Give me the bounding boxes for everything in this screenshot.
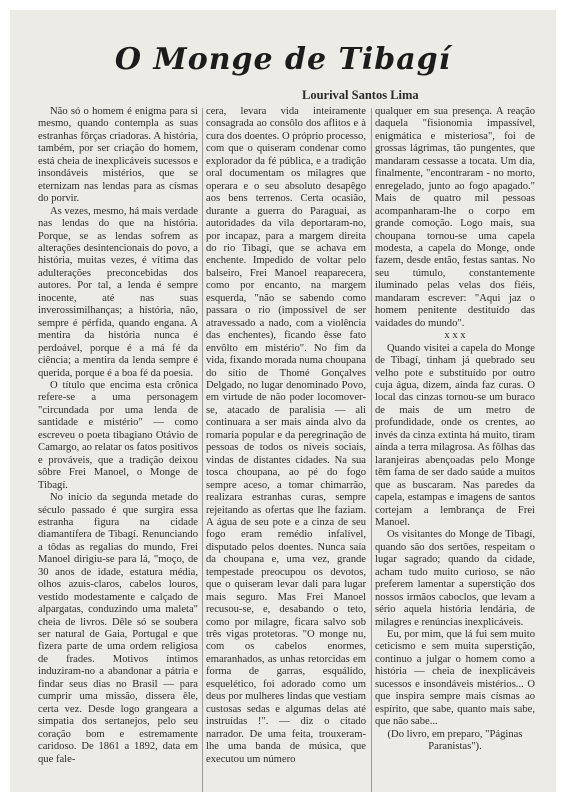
column-divider — [371, 108, 372, 792]
paragraph: O título que encima esta crônica refere-se a uma personagem "circundada por uma lenda de santidade e mistério" — como escreveu o poeta tibagiano Otávio de Camargo, ao relatar os fatos positivos e prováveis, que a tradição deixou sôbre Frei Manoel, o Monge de Tibagí. — [38, 379, 198, 491]
paragraph: Eu, por mim, que lá fui sem muito ceticismo e sem muita superstição, continuo a julgar o homem como a história — cheia de inexplicáveis sucessos e insondáveis mistérios... O que inspira sempre mais císmas ao espírito, que sabe, quanto mais sabe, que não sabe... — [375, 629, 535, 728]
newspaper-page — [10, 10, 556, 792]
paragraph: cera, levara vida inteiramente consagrada ao consôlo dos aflitos e à cura dos doentes. O próprio processo, com que o quiseram condenar como explorador da fé pública, e a tradição oral documentam os milagres que operara e o seu absoluto desapêgo aos bens terrenos. Certa ocasião, durante a guerra do Paraguai, as autoridades da vila deportaram-no, por incapaz, para a margem direita do rio Tibagí, que se achava em enchente. Impedido de voltar pelo balseiro, Frei Manoel reaparecera, como por encanto, na margem esquerda, "não se sabendo como passara o rio (impossível de ser atravessado a nado, com a violência das enchentes), ficando êsse fato envôlto em mistério". No fim da vida, fixando morada numa choupana do sítio de Thomé Gonçalves Delgado, no lugar denominado Povo, em virtude de não poder locomover-se, atacado de paralisia — ali continuara a ser mais ainda alvo da romaria popular e da peregrinação de pessoas de todos os níveis sociais, vindas de distantes cidades. Na sua tosca choupana, ao pé do fogo sempre aceso, a tomar chimarrão, realizara estranhas curas, sempre rejeitando as ofertas que lhe faziam. A água de seu pote e a cinza de seu fogo eram remédio infalível, disputado pelos doentes. Nunca saía da choupana e, uma vez, grande tempestade preocupou os devotos, que o quiseram levar dali para lugar mais seguro. Mas Frei Manoel recusou-se, e, desabando o teto, como por milagre, ficara salvo sob três vigas protetoras. "O monge nu, com os cabelos enormes, emaranhados, as unhas retorcidas em forma de garras, esquálido, esquelético, foi adorado como um deus por mulheres lindas que vestiam custosas sedas e algumas delas até instruídas !". — diz o citado narrador. De uma feita, trouxeram-lhe uma banda de música, que executou um número — [206, 106, 366, 765]
source-note: (Do livro, em preparo, "Páginas Paranistas"). — [387, 728, 523, 753]
section-separator: x x x — [444, 330, 466, 342]
article-title: O Monge de Tibagí — [114, 42, 452, 77]
paragraph: No início da segunda metade do século passado é que surgira essa estranha figura na cidade diamantífera de Tibagí. Renunciando a tôdas as regalias do mundo, Frei Manoel dirigiu-se para lá, "moço, de 30 anos de idade, estatura média, olhos azuis-claros, cabelos louros, vestido modestamente e calçado de alpargatas, conduzindo uma maleta" cheia de livros. Dêle só se soubera ser natural de Gaia, Portugal e que fizera parte de uma ordem religiosa de frades. Motivos íntimos induziram-no a abandonar a pátria e findar seus dias no Brasil — para cumprir uma missão, dissera êle, certa vez. Desde logo grangeara a simpatia dos sertanejos, pelo seu coração bom e estremamente caridoso. De 1861 a 1892, data em que fale- — [38, 492, 198, 765]
text-column-2 — [206, 106, 366, 792]
paragraph: As vezes, mesmo, há mais verdade nas lendas do que na história. Porque, se as lendas sofrem as alterações desintencionais do povo, a história, muitas vezes, é vítima das adulterações preconcebidas dos autores. Por tal, a lenda é sempre inocente, até nas suas inverossimilhanças; a história, não, sempre é pérfida, quando engana. A mentira da história nunca é perdoável, porque é a má fé da ciência; a mentira da lenda sempre é querida, porque é a boa fé da poesia. — [38, 205, 198, 379]
paragraph: Os visitantes do Monge de Tibagí, quando são dos sertões, respeitam o lugar sagrado; quando da cidade, acham tudo muito curioso, se não preferem lamentar a superstição dos nossos irmãos caboclos, que levam a sério aquela história lendária, de milagres e renúncias inexplicáveis. — [375, 529, 535, 628]
paragraph: Não só o homem é enigma para si mesmo, quando contempla as suas estranhas fôrças criadoras. A história, também, por ser criação do homem, está cheia de inexplicáveis sucessos e insondáveis mistérios, que se eternizam nas lendas para as císmas do porvir. — [38, 106, 198, 205]
article-author: Lourival Santos Lima — [302, 88, 419, 102]
text-column-1 — [38, 106, 198, 792]
text-column-3 — [375, 106, 535, 792]
column-divider — [202, 108, 203, 792]
paragraph: Quando visitei a capela do Monge de Tibagí, tinham já quebrado seu velho pote e substituído por outro cuja água, dizem, ainda faz curas. O local das cinzas tornou-se um buraco de mais de um metro de profundidade, onde os crentes, ao invés da cinza extinta há muito, tiram ainda a terra milagrosa. As fôlhas das laranjeiras abençoadas pelo Monge têm fama de ser dado saúde a muitos que as buscaram. Nas paredes da capela, estampas e imagens de santos cortejam a lembrança de Frei Manoel. — [375, 342, 535, 528]
paragraph: qualquer em sua presença. A reação daquela "fisionomia impassível, enigmática e misteriosa", foi de grossas lágrimas, tão pungentes, que mandaram cessasse a tocata. Um dia, finalmente, "encontraram - no morto, enregelado, junto ao fogo apagado." Mais de quatro mil pessoas acompanharam-lhe o corpo em grande comoção. Logo mais, sua choupana tornou-se uma capela modesta, a capela do Monge, onde fazem, desde então, festas santas. No seu túmulo, constantemente iluminado pelas velas dos fiéis, mandaram escrever: "Aqui jaz o homem penitente destituído das vaidades do mundo". — [375, 106, 535, 329]
